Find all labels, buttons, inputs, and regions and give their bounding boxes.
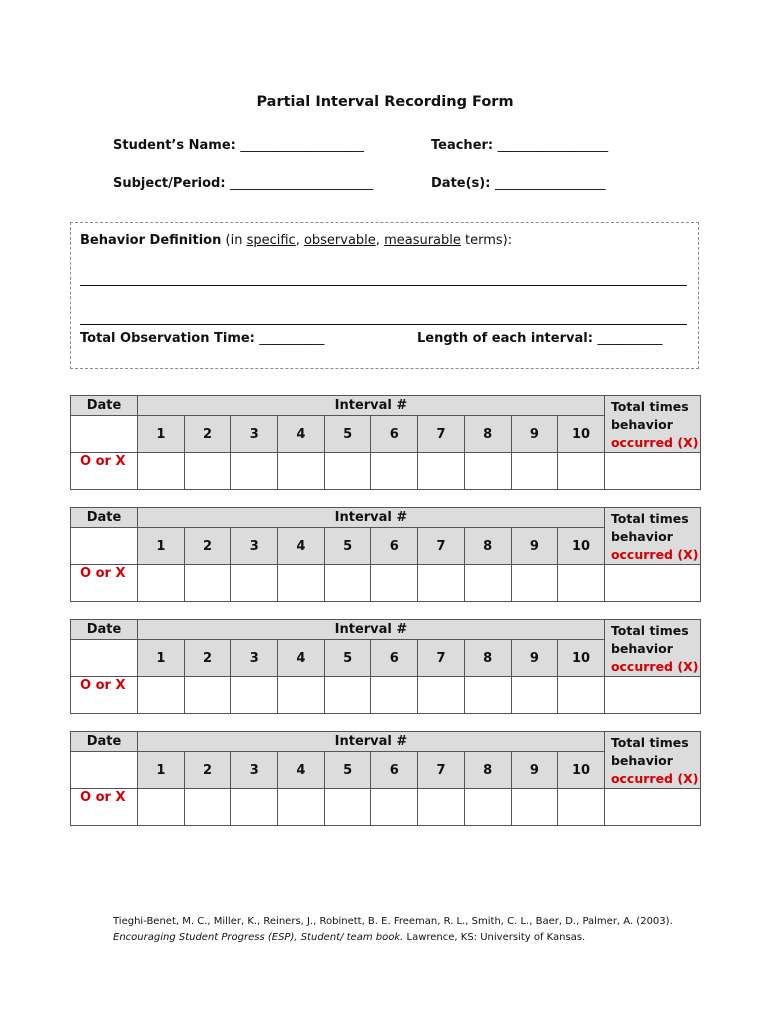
interval-mark-cell[interactable] bbox=[371, 453, 418, 490]
interval-number: 3 bbox=[231, 528, 278, 565]
recording-table bbox=[70, 619, 701, 714]
word-specific: specific bbox=[246, 233, 296, 248]
behavior-label: behavior bbox=[610, 417, 673, 432]
interval-number: 6 bbox=[371, 640, 418, 677]
interval-number: 5 bbox=[324, 416, 371, 453]
behavior-definition-line-1[interactable] bbox=[80, 285, 687, 286]
interval-number: 10 bbox=[558, 416, 605, 453]
dates-label: Date(s): bbox=[431, 176, 491, 191]
o-or-x-label: O or X bbox=[71, 789, 138, 826]
behavior-definition-label bbox=[80, 233, 512, 248]
occurred-label: occurred (X) bbox=[610, 659, 699, 674]
occurred-label: occurred (X) bbox=[610, 435, 699, 450]
interval-number: 1 bbox=[138, 528, 185, 565]
interval-number: 3 bbox=[231, 640, 278, 677]
interval-mark-cell[interactable] bbox=[371, 789, 418, 826]
interval-mark-cell[interactable] bbox=[278, 453, 325, 490]
interval-number: 1 bbox=[138, 640, 185, 677]
recording-table bbox=[70, 731, 701, 826]
recording-table bbox=[70, 507, 701, 602]
teacher-field[interactable] bbox=[431, 138, 608, 153]
interval-mark-cell[interactable] bbox=[371, 565, 418, 602]
interval-mark-cell[interactable] bbox=[324, 565, 371, 602]
interval-number: 9 bbox=[511, 416, 558, 453]
interval-number: 9 bbox=[511, 640, 558, 677]
interval-number: 6 bbox=[371, 752, 418, 789]
total-times-label: Total times bbox=[610, 399, 689, 414]
interval-header: Interval # bbox=[138, 508, 605, 528]
interval-mark-cell[interactable] bbox=[558, 565, 605, 602]
teacher-label: Teacher: bbox=[431, 138, 494, 153]
bd-comma2: , bbox=[375, 233, 385, 248]
interval-number: 5 bbox=[324, 528, 371, 565]
interval-number: 7 bbox=[418, 752, 465, 789]
interval-mark-cell[interactable] bbox=[464, 565, 511, 602]
interval-mark-cell[interactable] bbox=[184, 677, 231, 714]
interval-mark-cell[interactable] bbox=[184, 453, 231, 490]
interval-number: 4 bbox=[278, 528, 325, 565]
interval-number: 8 bbox=[464, 528, 511, 565]
interval-mark-cell[interactable] bbox=[418, 453, 465, 490]
date-input-cell[interactable] bbox=[71, 528, 138, 565]
interval-mark-cell[interactable] bbox=[511, 453, 558, 490]
total-times-header bbox=[604, 396, 700, 453]
interval-header: Interval # bbox=[138, 732, 605, 752]
interval-mark-cell[interactable] bbox=[511, 677, 558, 714]
citation-line-1: Tieghi-Benet, M. C., Miller, K., Reiners, J., Robinett, B. E. Freeman, R. L., Smith, C. L., Baer, D., Palmer, A. (2003). bbox=[113, 916, 673, 927]
behavior-label: behavior bbox=[610, 753, 673, 768]
total-times-label: Total times bbox=[610, 623, 689, 638]
word-measurable: measurable bbox=[384, 233, 461, 248]
interval-number: 4 bbox=[278, 640, 325, 677]
interval-mark-cell[interactable] bbox=[138, 565, 185, 602]
interval-number: 7 bbox=[418, 528, 465, 565]
interval-number: 1 bbox=[138, 416, 185, 453]
interval-mark-cell[interactable] bbox=[324, 453, 371, 490]
student-name-line: ___________________ bbox=[240, 138, 364, 153]
citation-title: Encouraging Student Progress (ESP), Student/ team book. bbox=[113, 932, 404, 943]
interval-number: 2 bbox=[184, 752, 231, 789]
bd-close: terms): bbox=[460, 233, 513, 248]
interval-number: 3 bbox=[231, 416, 278, 453]
interval-mark-cell[interactable] bbox=[511, 565, 558, 602]
behavior-definition-title: Behavior Definition bbox=[80, 233, 222, 248]
interval-header: Interval # bbox=[138, 620, 605, 640]
citation bbox=[113, 914, 673, 946]
date-header: Date bbox=[71, 508, 138, 528]
date-input-cell[interactable] bbox=[71, 752, 138, 789]
interval-mark-cell[interactable] bbox=[138, 677, 185, 714]
total-observation-time-line: __________ bbox=[259, 331, 325, 346]
date-header: Date bbox=[71, 732, 138, 752]
behavior-label: behavior bbox=[610, 529, 673, 544]
interval-mark-cell[interactable] bbox=[558, 453, 605, 490]
behavior-definition-box bbox=[70, 222, 699, 369]
interval-number: 8 bbox=[464, 752, 511, 789]
o-or-x-label: O or X bbox=[71, 453, 138, 490]
interval-mark-cell[interactable] bbox=[278, 789, 325, 826]
interval-number: 2 bbox=[184, 528, 231, 565]
interval-number: 8 bbox=[464, 416, 511, 453]
total-times-label: Total times bbox=[610, 735, 689, 750]
interval-mark-cell[interactable] bbox=[324, 789, 371, 826]
interval-mark-cell[interactable] bbox=[231, 453, 278, 490]
occurred-label: occurred (X) bbox=[610, 547, 699, 562]
interval-header: Interval # bbox=[138, 396, 605, 416]
interval-mark-cell[interactable] bbox=[184, 565, 231, 602]
interval-mark-cell[interactable] bbox=[464, 677, 511, 714]
interval-number: 2 bbox=[184, 416, 231, 453]
total-observation-time-field[interactable] bbox=[80, 331, 324, 346]
interval-number: 4 bbox=[278, 416, 325, 453]
interval-number: 6 bbox=[371, 528, 418, 565]
interval-number: 10 bbox=[558, 528, 605, 565]
interval-mark-cell[interactable] bbox=[278, 565, 325, 602]
bd-comma1: , bbox=[295, 233, 304, 248]
interval-number: 7 bbox=[418, 416, 465, 453]
interval-length-label: Length of each interval: bbox=[417, 331, 593, 346]
dates-line: _________________ bbox=[494, 176, 606, 191]
interval-mark-cell[interactable] bbox=[464, 789, 511, 826]
interval-number: 10 bbox=[558, 640, 605, 677]
interval-mark-cell[interactable] bbox=[558, 677, 605, 714]
interval-mark-cell[interactable] bbox=[231, 677, 278, 714]
date-input-cell[interactable] bbox=[71, 640, 138, 677]
interval-mark-cell[interactable] bbox=[418, 677, 465, 714]
interval-mark-cell[interactable] bbox=[371, 677, 418, 714]
interval-mark-cell[interactable] bbox=[231, 789, 278, 826]
interval-number: 3 bbox=[231, 752, 278, 789]
interval-mark-cell[interactable] bbox=[138, 789, 185, 826]
subject-period-field[interactable] bbox=[113, 176, 373, 191]
interval-number: 9 bbox=[511, 528, 558, 565]
interval-mark-cell[interactable] bbox=[418, 789, 465, 826]
interval-number: 4 bbox=[278, 752, 325, 789]
total-count-cell[interactable] bbox=[604, 677, 700, 714]
interval-number: 10 bbox=[558, 752, 605, 789]
total-count-cell[interactable] bbox=[604, 789, 700, 826]
occurred-label: occurred (X) bbox=[610, 771, 699, 786]
citation-line-2 bbox=[113, 930, 673, 946]
form-title: Partial Interval Recording Form bbox=[256, 94, 514, 110]
date-input-cell[interactable] bbox=[71, 416, 138, 453]
interval-mark-cell[interactable] bbox=[184, 789, 231, 826]
interval-mark-cell[interactable] bbox=[324, 677, 371, 714]
o-or-x-label: O or X bbox=[71, 565, 138, 602]
student-name-label: Student’s Name: bbox=[113, 138, 236, 153]
interval-mark-cell[interactable] bbox=[464, 453, 511, 490]
interval-mark-cell[interactable] bbox=[558, 789, 605, 826]
interval-length-line: __________ bbox=[597, 331, 663, 346]
date-header: Date bbox=[71, 620, 138, 640]
total-count-cell[interactable] bbox=[604, 565, 700, 602]
behavior-definition-line-2[interactable] bbox=[80, 324, 687, 325]
interval-mark-cell[interactable] bbox=[418, 565, 465, 602]
subject-period-line: ______________________ bbox=[230, 176, 374, 191]
date-header: Date bbox=[71, 396, 138, 416]
total-times-header bbox=[604, 620, 700, 677]
interval-number: 5 bbox=[324, 752, 371, 789]
total-times-header bbox=[604, 508, 700, 565]
interval-number: 2 bbox=[184, 640, 231, 677]
total-times-label: Total times bbox=[610, 511, 689, 526]
total-count-cell[interactable] bbox=[604, 453, 700, 490]
interval-length-field[interactable] bbox=[417, 331, 662, 346]
word-observable: observable bbox=[303, 233, 376, 248]
interval-mark-cell[interactable] bbox=[231, 565, 278, 602]
o-or-x-label: O or X bbox=[71, 677, 138, 714]
total-times-header bbox=[604, 732, 700, 789]
recording-table bbox=[70, 395, 701, 490]
interval-mark-cell[interactable] bbox=[278, 677, 325, 714]
teacher-line: _________________ bbox=[497, 138, 609, 153]
interval-number: 7 bbox=[418, 640, 465, 677]
interval-number: 8 bbox=[464, 640, 511, 677]
interval-mark-cell[interactable] bbox=[511, 789, 558, 826]
dates-field[interactable] bbox=[431, 176, 605, 191]
total-observation-time-label: Total Observation Time: bbox=[80, 331, 255, 346]
behavior-label: behavior bbox=[610, 641, 673, 656]
interval-mark-cell[interactable] bbox=[138, 453, 185, 490]
interval-number: 5 bbox=[324, 640, 371, 677]
interval-number: 6 bbox=[371, 416, 418, 453]
subject-period-label: Subject/Period: bbox=[113, 176, 226, 191]
citation-publisher: Lawrence, KS: University of Kansas. bbox=[403, 932, 586, 943]
interval-number: 1 bbox=[138, 752, 185, 789]
student-name-field[interactable] bbox=[113, 138, 364, 153]
bd-open: (in bbox=[221, 233, 247, 248]
interval-number: 9 bbox=[511, 752, 558, 789]
